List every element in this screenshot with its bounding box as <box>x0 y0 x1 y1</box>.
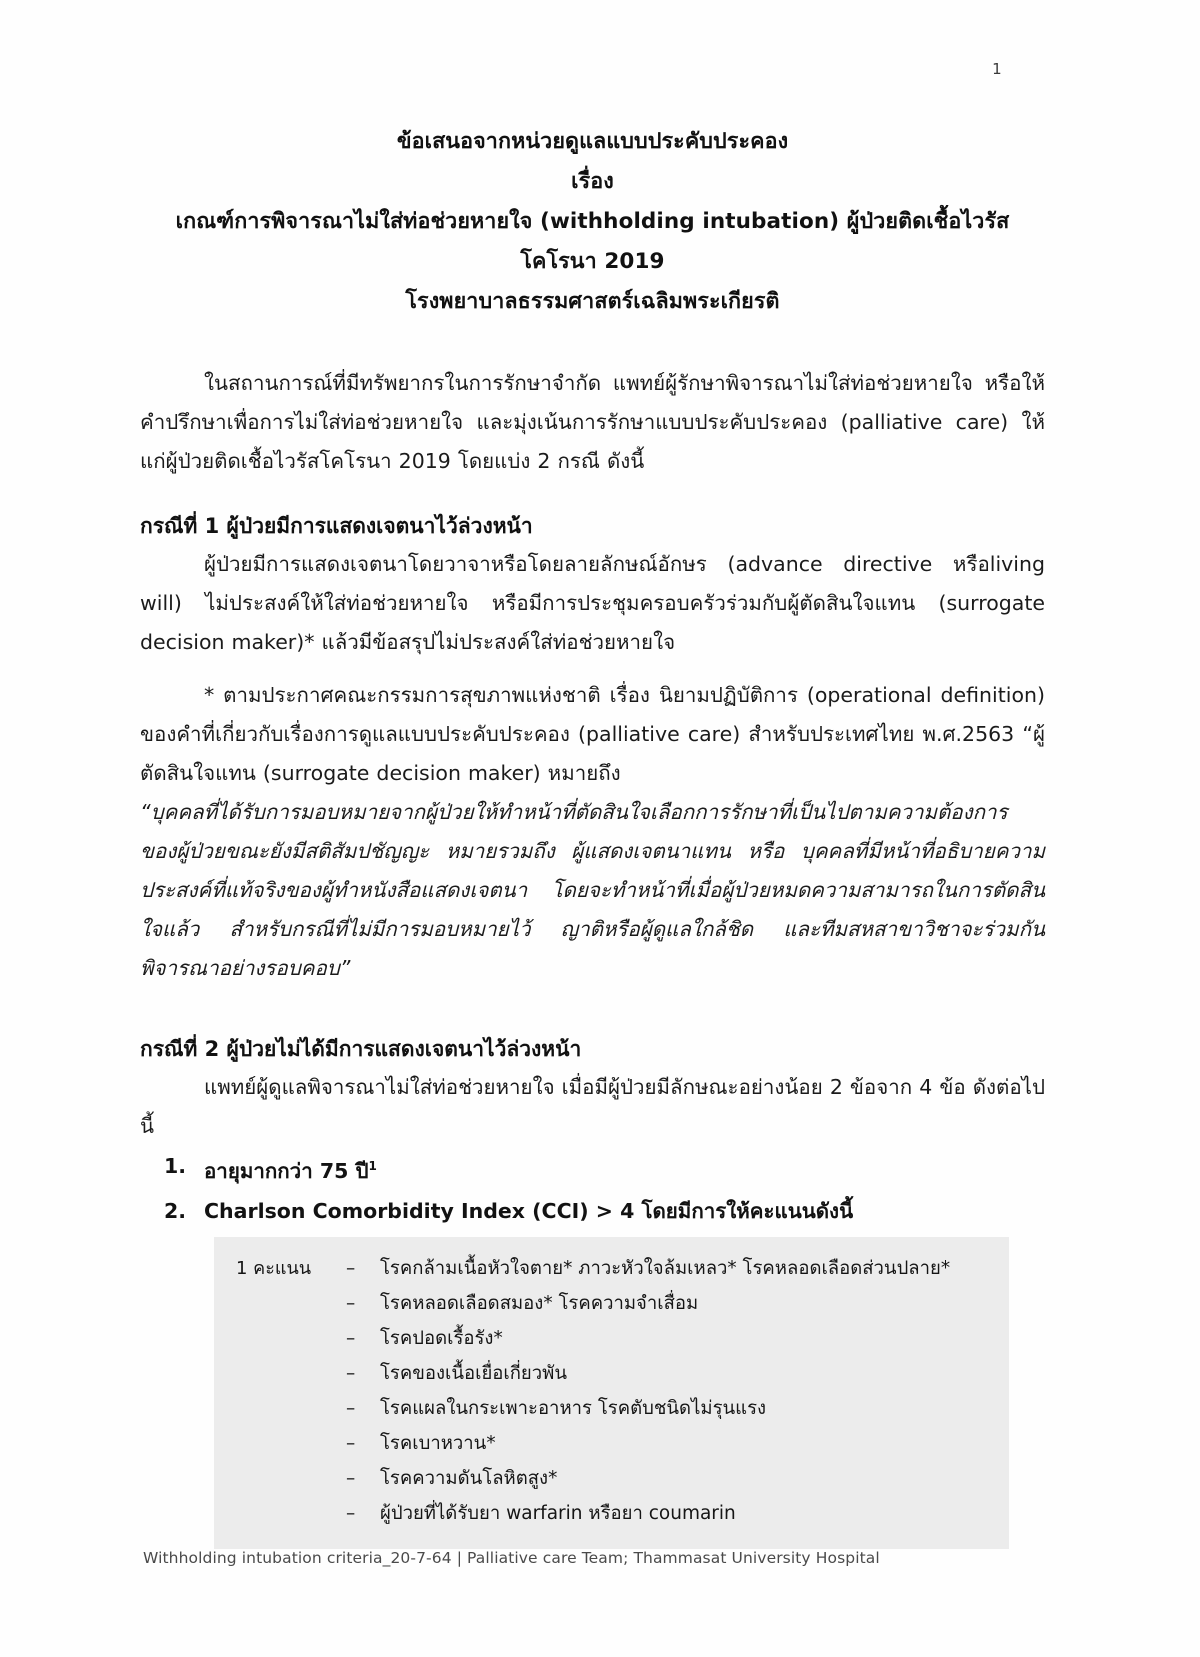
list-item-superscript: 1 <box>368 1159 377 1173</box>
dash-bullet-icon: – <box>346 1397 356 1419</box>
spacer <box>140 662 1045 676</box>
dash-bullet-icon: – <box>346 1257 356 1279</box>
table-row <box>214 1496 1009 1531</box>
document-content <box>140 122 1045 1549</box>
table-row <box>214 1321 1009 1356</box>
dash-bullet-icon: – <box>346 1327 356 1349</box>
spacer <box>140 322 1045 364</box>
table-row <box>214 1286 1009 1321</box>
title-line-3: เกณฑ์การพิจารณาไม่ใส่ท่อช่วยหายใจ (withholding intubation) ผู้ป่วยติดเชื้อไวรัสโคโรนา 2019 <box>175 209 1010 274</box>
case1-footnote-intro: * ตามประกาศคณะกรรมการสุขภาพแห่งชาติ เรื่อง นิยามปฏิบัติการ (operational definition) ของคำที่เกี่ยวกับเรื่องการดูแลแบบประคับประคอง (palliative care) สำหรับประเทศไทย พ.ศ.2563 “ผู้ตัดสินใจแทน (surrogate decision maker) หมายถึง <box>140 683 1045 785</box>
table-row <box>214 1356 1009 1391</box>
table-row <box>214 1426 1009 1461</box>
case1-footnote-quote-block <box>140 793 1045 988</box>
case2-criteria-list <box>140 1146 1045 1231</box>
case1-footnote-quote: “บุคคลที่ได้รับการมอบหมายจากผู้ป่วยให้ทำหน้าที่ตัดสินใจเลือกการรักษาที่เป็นไปตามความต้องการ ของผู้ป่วยขณะยังมีสติสัมปชัญญะ หมายรวมถึง ผู้แสดงเจตนาแทน หรือ บุคคลที่มีหน้าที่อธิบายความประสงค์ที่แท้จริงของผู้ทำหนังสือแสดงเจตนา โดยจะทำหน้าที่เมื่อผู้ป่วยหมดความสามารถในการตัดสินใจแล้ว สำหรับกรณีที่ไม่มีการมอบหมายไว้ ญาติหรือผู้ดูแลใกล้ชิด และทีมสหสาขาวิชาจะร่วมกันพิจารณาอย่างรอบคอบ” <box>140 800 1045 980</box>
score-label: 1 คะแนน <box>236 1257 312 1279</box>
title-line-4: โรงพยาบาลธรรมศาสตร์เฉลิมพระเกียรติ <box>405 289 780 314</box>
table-cell-condition: โรคหลอดเลือดสมอง* โรคความจำเสื่อม <box>380 1292 699 1314</box>
list-item-text <box>204 1191 1045 1231</box>
document-title-block <box>140 122 1045 322</box>
table-row <box>214 1251 1009 1286</box>
dash-bullet-icon: – <box>346 1292 356 1314</box>
dash-bullet-icon: – <box>346 1467 356 1489</box>
list-item-number: 2. <box>163 1198 186 1223</box>
page-number: 1 <box>992 60 1002 78</box>
table-cell-condition: ผู้ป่วยที่ได้รับยา warfarin หรือยา coumarin <box>380 1502 736 1524</box>
spacer <box>140 481 1045 507</box>
table-row <box>214 1391 1009 1426</box>
table-cell-condition: โรคเบาหวาน* <box>380 1432 496 1454</box>
spacer <box>140 988 1045 1030</box>
table-cell-condition: โรคของเนื้อเยื่อเกี่ยวพัน <box>380 1362 567 1384</box>
intro-paragraph: ในสถานการณ์ที่มีทรัพยากรในการรักษาจำกัด แพทย์ผู้รักษาพิจารณาไม่ใส่ท่อช่วยหายใจ หรือให้คำปรึกษาเพื่อการไม่ใส่ท่อช่วยหายใจ และมุ่งเน้นการรักษาแบบประคับประคอง (palliative care) ให้แก่ผู้ป่วยติดเชื้อไวรัสโคโรนา 2019 โดยแบ่ง 2 กรณี ดังนี้ <box>140 371 1045 473</box>
cci-score-table <box>214 1237 1009 1549</box>
title-line-1: ข้อเสนอจากหน่วยดูแลแบบประคับประคอง <box>396 129 789 154</box>
case1-body: ผู้ป่วยมีการแสดงเจตนาโดยวาจาหรือโดยลายลักษณ์อักษร (advance directive หรือliving will) ไม่ประสงค์ให้ใส่ท่อช่วยหายใจ หรือมีการประชุมครอบครัวร่วมกับผู้ตัดสินใจแทน (surrogate decision maker)* แล้วมีข้อสรุปไม่ประสงค์ใส่ท่อช่วยหายใจ <box>140 552 1045 654</box>
table-cell-condition: โรคกล้ามเนื้อหัวใจตาย* ภาวะหัวใจล้มเหลว* โรคหลอดเลือดส่วนปลาย* <box>380 1257 951 1279</box>
table-row <box>214 1461 1009 1496</box>
list-item <box>140 1191 1045 1231</box>
case1-heading: กรณีที่ 1 ผู้ป่วยมีการแสดงเจตนาไว้ล่วงหน้า <box>140 514 533 538</box>
table-cell-condition: โรคความดันโลหิตสูง* <box>380 1467 558 1489</box>
table-cell-condition: โรคแผลในกระเพาะอาหาร โรคตับชนิดไม่รุนแรง <box>380 1397 767 1419</box>
dash-bullet-icon: – <box>346 1502 356 1524</box>
list-item-label: Charlson Comorbidity Index (CCI) > 4 โดยมีการให้คะแนนดังนี้ <box>204 1198 854 1223</box>
list-item-label: อายุมากกว่า 75 ปี <box>204 1158 369 1183</box>
case2-body: แพทย์ผู้ดูแลพิจารณาไม่ใส่ท่อช่วยหายใจ เมื่อมีผู้ป่วยมีลักษณะอย่างน้อย 2 ข้อจาก 4 ข้อ ดังต่อไปนี้ <box>140 1075 1045 1138</box>
list-item <box>140 1146 1045 1191</box>
table-cell-condition: โรคปอดเรื้อรัง* <box>380 1327 503 1349</box>
list-item-text <box>204 1146 1045 1191</box>
list-item-number: 1. <box>163 1154 186 1178</box>
page-footer: Withholding intubation criteria_20-7-64 | Palliative care Team; Thammasat University Hospital <box>143 1549 880 1567</box>
title-line-2: เรื่อง <box>571 169 614 194</box>
case2-heading: กรณีที่ 2 ผู้ป่วยไม่ได้มีการแสดงเจตนาไว้ล่วงหน้า <box>140 1037 582 1061</box>
dash-bullet-icon: – <box>346 1362 356 1384</box>
dash-bullet-icon: – <box>346 1432 356 1454</box>
